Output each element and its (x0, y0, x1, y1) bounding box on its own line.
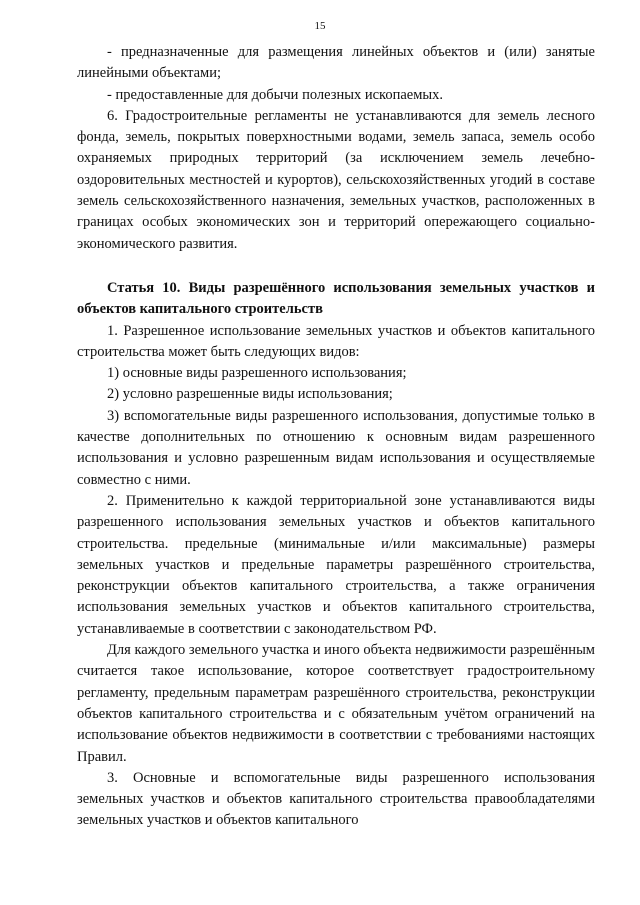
list-item-mineral-extraction: - предоставленные для добычи полезных ископаемых. (107, 86, 444, 103)
paragraph-item-6: 6. Градостроительные регламенты не устанавливаются для земель лесного фонда, земель, покрытых поверхностными водами, земель запаса, земель особо охраняемых природных территорий (за исключением земель лечебно-оздоровительных местностей и курортов), сельскохозяйственных угодий в составе земель сельскохозяйственного назначения, земельных участков, расположенных в границах особых экономических зон и территорий опережающего социально-экономического развития. (77, 107, 595, 252)
list-item-main-uses: 1) основные виды разрешенного использования; (107, 365, 407, 382)
list-item-linear-objects: - предназначенные для размещения линейных объектов и (или) занятые линейными объектами; (77, 44, 595, 82)
paragraph-permitted-use: Для каждого земельного участка и иного объекта недвижимости разрешённым считается такое использование, которое соответствует градостроительному регламенту, предельным параметрам разрешённого строительства, реконструкции объектов капитального строительства и с обязательным учётом ограничений на использование объектов недвижимости в соответствии с требованиями настоящих Правил. (77, 642, 595, 765)
document-body (77, 42, 595, 832)
paragraph-item-2: 2. Применительно к каждой территориальной зоне устанавливаются виды разрешенного использования земельных участков и объектов капитального строительства. предельные (минимальные и/или максимальные) размеры земельных участков и предельные параметры разрешённого строительства, реконструкции объектов капитального строительства, а также ограничения использования земельных участков и объектов капитального строительства, устанавливаемые в соответствии с законодательством РФ. (77, 492, 595, 637)
page-number: 15 (314, 20, 326, 32)
paragraph-item-1: 1. Разрешенное использование земельных участков и объектов капитального строительства может быть следующих видов: (77, 322, 595, 360)
list-item-conditional-uses: 2) условно разрешенные виды использования; (107, 386, 393, 403)
article-10-heading: Статья 10. Виды разрешённого использования земельных участков и объектов капитального строительств (77, 279, 595, 318)
list-item-auxiliary-uses: 3) вспомогательные виды разрешенного использования, допустимые только в качестве дополнительных по отношению к основным видам разрешенного использования и условно разрешенным видам использования и осуществляемые совместно с ними. (77, 407, 595, 488)
paragraph-item-3: 3. Основные и вспомогательные виды разрешенного использования земельных участков и объектов капитального строительства правообладателями земельных участков и объектов капитального (77, 769, 595, 829)
